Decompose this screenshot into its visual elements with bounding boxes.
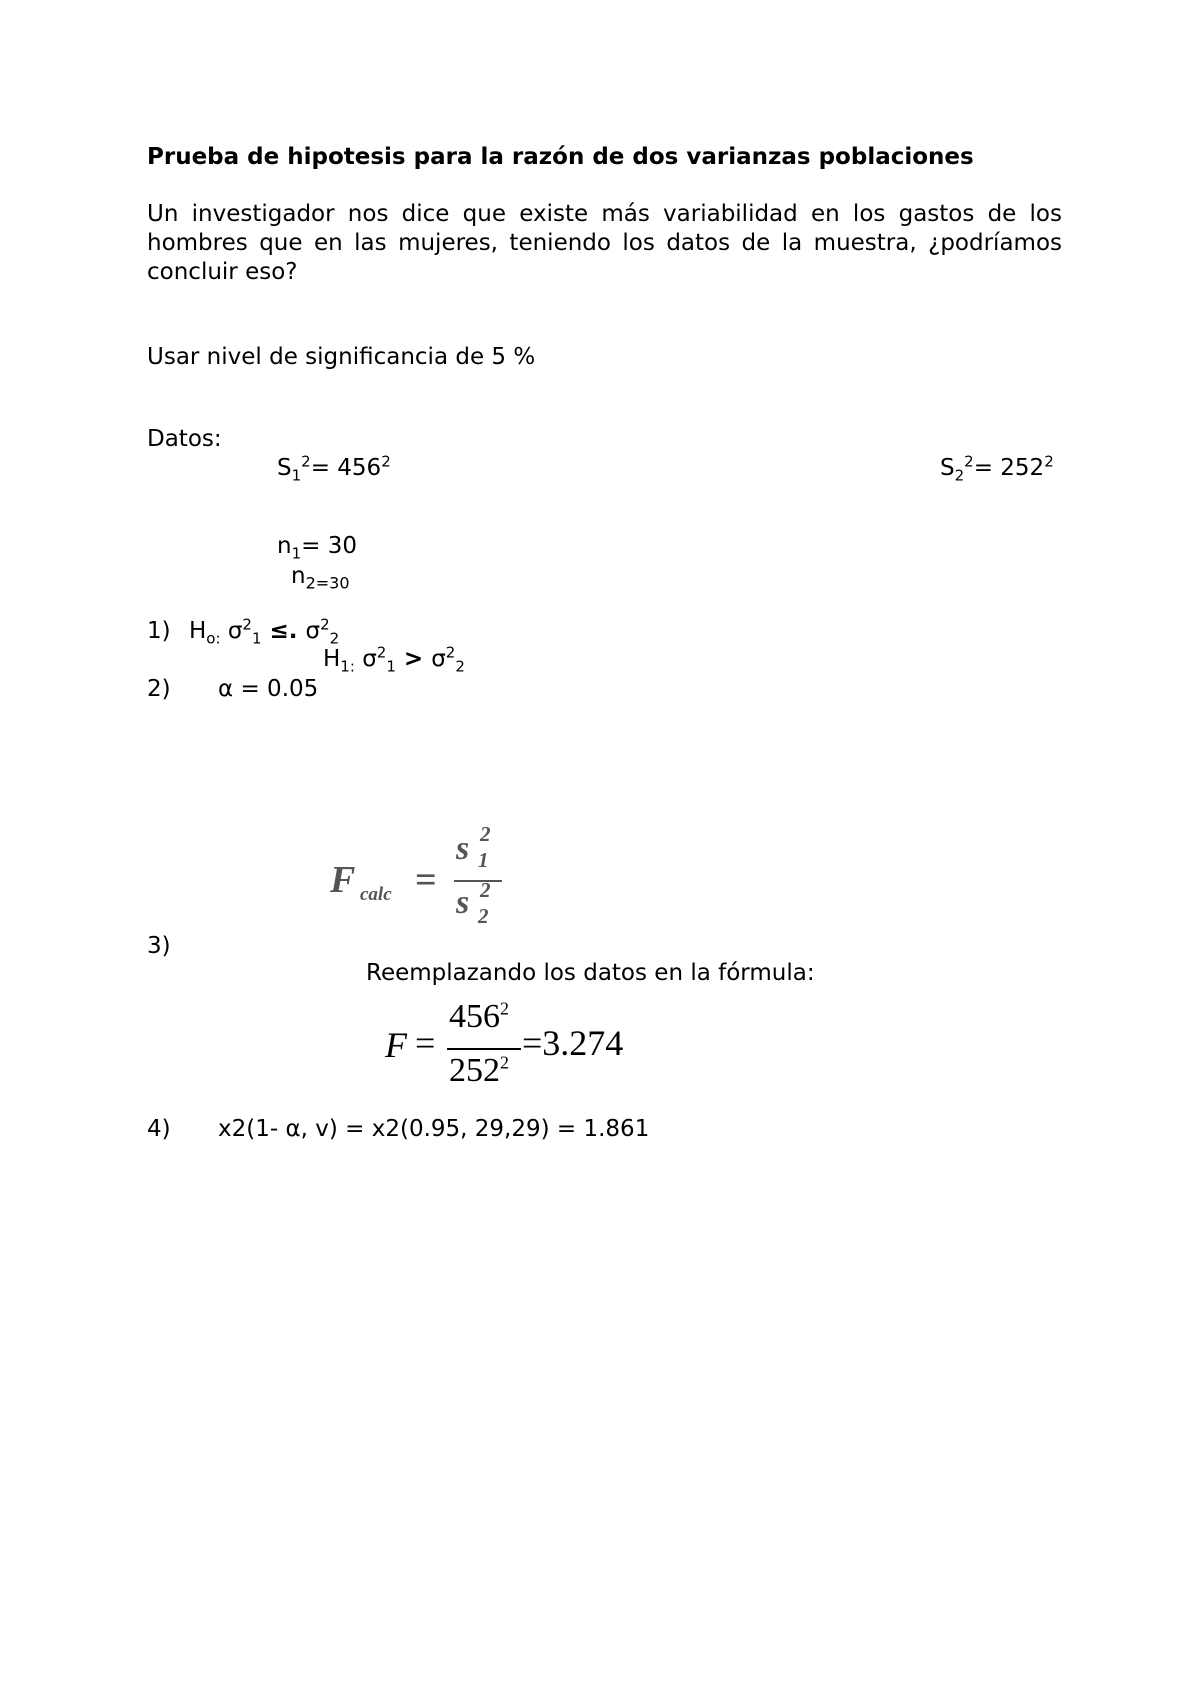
step4-number: 4) — [147, 1116, 171, 1142]
alternative-hypothesis: $H_{1:}$ $\sigma^2_1 > \sigma^2_2$ — [323, 643, 465, 676]
alpha-value: α = 0.05 — [218, 676, 319, 702]
fraction-bar — [454, 880, 502, 882]
intro-paragraph: Un investigador nos dice que existe más variabilidad en los gastos de los hombres que en las mujeres, teniendo los datos de la muestra, ¿podríamos concluir eso? — [147, 201, 1062, 285]
fraction-bar — [447, 1048, 521, 1050]
replace-label: Reemplazando los datos en la fórmula: — [366, 960, 815, 986]
n1-value: $n_1= 30$ — [277, 533, 357, 563]
null-hypothesis: $H_{o:}$ $\sigma^2_1$ ≤. $\sigma^2_2$ — [189, 615, 340, 648]
page-title: Prueba de hipotesis para la razón de dos varianzas poblaciones — [147, 144, 974, 170]
step1-number: 1) — [147, 618, 171, 644]
significance-line: Usar nivel de significancia de 5 % — [147, 344, 536, 370]
n2-value: $n_{2=30}$ — [291, 563, 350, 593]
s2-value: $S_2^2= 252^2$ — [940, 452, 1054, 485]
document-page: Prueba de hipotesis para la razón de dos varianzas poblaciones Un investigador nos dice que existe más variabilidad en los gastos de los hombres que en las mujeres, teniendo los datos de la muestra, ¿podríamos concluir eso? Usar nivel de significancia de 5 % Datos: $S_1^2= 456^2$ $S_2^2= 252^2$ $n_1= 30$ $n_{2=30}$ 1) $H_{o:}$ $\sigma^2_1$ ≤. $\sigma^2_2$ $H_{1:}$ $\sigma^2_1 > \sigma^2_2$ 2) α = 0.05 F calc = s 2 1 s 2 2 3) Reemplazando los datos en la fórmula: F = $456^2$ $252^2$ =3.274 4) x2(1- α, v) = x2(0.95, 29,29) = 1.861 — [147, 144, 1062, 1142]
chi-square-line: x2(1- α, v) = x2(0.95, 29,29) = 1.861 — [218, 1116, 650, 1142]
step2-number: 2) — [147, 676, 171, 702]
s1-value: $S_1^2= 456^2$ — [277, 452, 391, 485]
step3-number: 3) — [147, 933, 171, 959]
data-label: Datos: — [147, 426, 222, 452]
